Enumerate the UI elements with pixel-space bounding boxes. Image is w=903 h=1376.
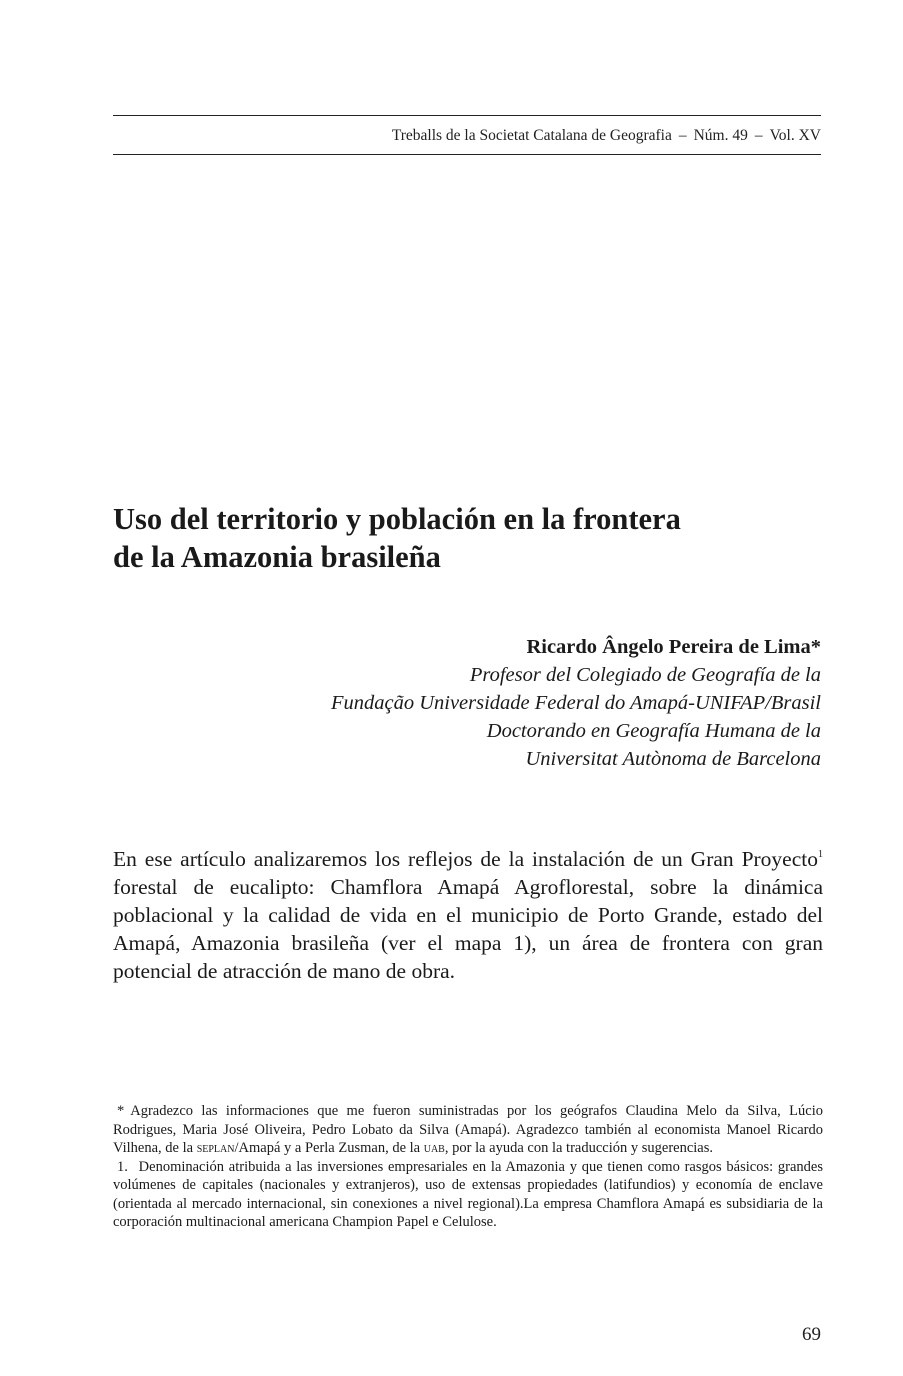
header-rule-top bbox=[113, 115, 821, 116]
footnote-1-text: Denominación atribuida a las inversiones empresariales en la Amazonia y que tienen como rasgos básicos: grandes volúmenes de capitales (nacionales y extranjeros), uso de extensas propiedades (latifundios) y economía de enclave (orientada al mercado internacional, sin conexiones a nivel regional).La empresa Chamflora Amapá es subsidiaria de la corporación multinacional americana Champion Papel e Celulose. bbox=[113, 1158, 824, 1230]
article-title-line-1: Uso del territorio y población en la frontera bbox=[113, 502, 681, 536]
article-title bbox=[113, 500, 813, 576]
abstract-text-start: En ese artículo analizaremos los reflejos de la instalación de un Gran Proyecto bbox=[113, 847, 818, 871]
author-block bbox=[331, 633, 821, 773]
author-affiliation-line: Doctorando en Geografía Humana de la bbox=[486, 720, 821, 742]
article-title-line-2: de la Amazonia brasileña bbox=[113, 540, 441, 574]
footnotes bbox=[113, 1102, 823, 1232]
volume-number: Vol. XV bbox=[769, 127, 821, 144]
author-affiliation-line: Profesor del Colegiado de Geografía de la bbox=[469, 664, 821, 686]
abstract bbox=[113, 845, 823, 985]
header-rule-bottom bbox=[113, 154, 821, 155]
running-head bbox=[392, 127, 821, 145]
footnote-1 bbox=[113, 1158, 823, 1232]
footnote-star bbox=[113, 1102, 823, 1158]
author-name: Ricardo Ângelo Pereira de Lima* bbox=[526, 636, 821, 658]
running-head-separator: – bbox=[678, 127, 687, 144]
footnote-star-text: /Amapá y a Perla Zusman, de la bbox=[234, 1140, 421, 1156]
footnote-reference[interactable]: 1 bbox=[818, 849, 823, 860]
acronym-uab: uab bbox=[423, 1140, 445, 1156]
footnote-star-mark: * bbox=[117, 1103, 125, 1119]
issue-number: Núm. 49 bbox=[693, 127, 748, 144]
running-head-separator: – bbox=[754, 127, 763, 144]
footnote-star-text: Agradezco las informaciones que me fueron suministradas por los geógrafos Claudina Melo da Silva, Lúcio Rodrigues, Maria José Oliveira, Pedro Lobato da Silva (Amapá). Agradezco también al economista Manoel Ricardo Vilhena, de la bbox=[113, 1103, 823, 1156]
footnote-1-mark: 1. bbox=[117, 1158, 128, 1175]
footnote-star-text: , por la ayuda con la traducción y sugerencias. bbox=[444, 1140, 714, 1156]
author-affiliation-line: Fundação Universidade Federal do Amapá-UNIFAP/Brasil bbox=[330, 692, 821, 714]
acronym-seplan: seplan bbox=[196, 1140, 235, 1156]
author-affiliation-line: Universitat Autònoma de Barcelona bbox=[525, 748, 821, 770]
abstract-text-rest: forestal de eucalipto: Chamflora Amapá Agroflorestal, sobre la dinámica poblacional y la calidad de vida en el municipio de Porto Grande, estado del Amapá, Amazonia brasileña (ver el mapa 1), un área de frontera con gran potencial de atracción de mano de obra. bbox=[113, 875, 823, 983]
journal-name: Treballs de la Societat Catalana de Geografia bbox=[391, 127, 672, 144]
page-number: 69 bbox=[802, 1324, 821, 1345]
